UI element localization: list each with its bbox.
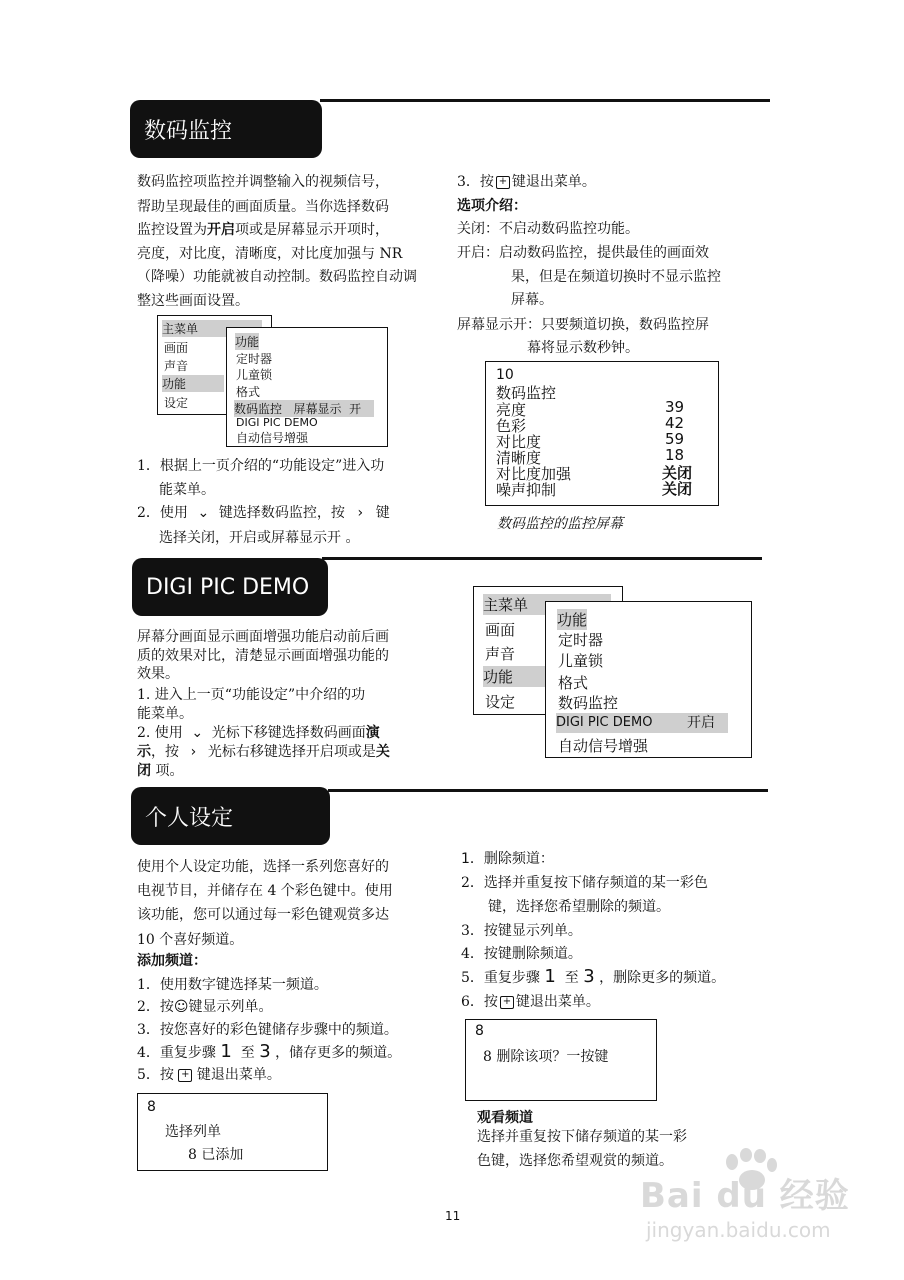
submenu-item-digi-pic-demo: DIGI PIC DEMO 开启: [556, 713, 728, 733]
s2-line: 1. 进入上一页“功能设定”中介绍的功: [137, 687, 366, 703]
screen-row-value: 关闭: [662, 464, 693, 482]
screen-title: 数码监控: [496, 384, 557, 402]
intro-line: 亮度，对比度，清晰度，对比度加强与 NR: [137, 246, 403, 262]
intro-line: 数码监控项监控并调整输入的视频信号，: [137, 174, 389, 190]
screen-row-value: 42: [665, 414, 685, 432]
s2-step2-c: 闭 项。: [137, 763, 184, 779]
screen-row-label: 亮度: [496, 401, 527, 419]
option-on: 开启：启动数码监控，提供最佳的画面效: [457, 245, 709, 261]
s3-intro-line: 10 个喜好频道。: [137, 932, 244, 948]
step-2-line-b: 选择关闭，开启或屏幕显示开 。: [159, 530, 360, 546]
menu-item-feature: 功能: [483, 666, 563, 687]
submenu-item-feature: 功能: [235, 335, 260, 349]
screen-row-label: 对比度加强: [496, 465, 572, 483]
option-off: 关闭：不启动数码监控功能。: [457, 221, 639, 237]
s2-step2-b: 示，按 › 光标右移键选择开启项或是关: [137, 744, 390, 760]
watermark-url: jingyan.baidu.com: [646, 1218, 831, 1242]
submenu-item-child-lock: 儿童锁: [558, 652, 604, 670]
menu-item-main: 主菜单: [483, 594, 611, 615]
submenu-item-format: 格式: [236, 385, 261, 399]
smiley-icon: ☺: [173, 999, 189, 1015]
screen-row-value: 关闭: [662, 480, 693, 498]
watch-channel-title: 观看频道: [477, 1110, 533, 1126]
step-1-line-a: 1．根据上一页介绍的“功能设定”进入功: [137, 458, 385, 474]
del-step-5: 5．重复步骤 1 至 3 ，删除更多的频道。: [461, 966, 726, 987]
intro-line: 整这些画面设置。: [137, 293, 249, 309]
submenu-item-auto-signal: 自动信号增强: [558, 737, 649, 755]
submenu-item-timer: 定时器: [558, 631, 604, 649]
screen-channel: 10: [496, 367, 514, 383]
add-step-5: 5．按 + 键退出菜单。: [137, 1067, 281, 1083]
screen-caption: 数码监控的监控屏幕: [497, 516, 623, 532]
screen-row-value: 59: [665, 430, 685, 448]
submenu-item-feature: 功能: [557, 611, 588, 629]
s2-line: 效果。: [137, 666, 179, 682]
menu-item-picture: 画面: [164, 341, 189, 355]
del-step-4: 4．按键删除频道。: [461, 946, 582, 962]
del-step-2a: 2．选择并重复按下储存频道的某一彩色: [461, 875, 708, 891]
screen-row-label: 噪声抑制: [496, 481, 557, 499]
submenu-item-digital-monitor: 数码监控 屏幕显示 开: [234, 400, 374, 417]
add-step-2: 2．按☺键显示列单。: [137, 999, 273, 1015]
chevron-right-icon: ›: [357, 505, 364, 521]
submenu-item-digi-pic-demo: DIGI PIC DEMO: [236, 416, 318, 429]
chevron-down-icon: ⌄: [191, 725, 204, 741]
intro-line: 监控设置为开启项或是屏幕显示开项时，: [137, 222, 389, 238]
page-number: 11: [445, 1209, 461, 1223]
intro-line: （降噪）功能就被自动控制。数码监控自动调: [137, 269, 417, 285]
section-rule-2: [322, 557, 762, 560]
section-title-personal: 个人设定: [131, 787, 330, 845]
intro-line: 帮助呈现最佳的画面质量。当你选择数码: [137, 199, 389, 215]
s3-intro-line: 该功能，您可以通过每一彩色键观赏多达: [137, 907, 389, 923]
option-osd: 屏幕显示开：只要频道切换，数码监控屏: [457, 317, 709, 333]
s3-intro-line: 电视节目，并储存在 4 个彩色键中。使用: [137, 883, 393, 899]
watermark-logo: [636, 1148, 896, 1248]
submenu-item-child-lock: 儿童锁: [236, 368, 273, 382]
screen-row-label: 色彩: [496, 417, 527, 435]
menu-button-icon: +: [178, 1069, 192, 1082]
option-on-line2: 果，但是在频道切换时不显示监控: [511, 269, 721, 285]
add-box-line1: 选择列单: [165, 1124, 221, 1140]
menu-item-sound: 声音: [485, 645, 516, 663]
menu-item-picture: 画面: [485, 621, 516, 639]
menu-item-feature: 功能: [162, 375, 224, 392]
del-step-2b: 键，选择您希望删除的频道。: [488, 899, 670, 915]
add-box-line2: 8 已添加: [188, 1147, 244, 1163]
screen-row-value: 39: [665, 398, 685, 416]
step-3-exit: 3．按 + 键退出菜单。: [457, 174, 596, 190]
chevron-right-icon: ›: [190, 744, 197, 760]
options-title: 选项介绍：: [457, 198, 527, 214]
section-rule-1: [320, 99, 770, 102]
section-title-digi-pic-demo: DIGI PIC DEMO: [132, 558, 328, 616]
screen-row-label: 清晰度: [496, 449, 542, 467]
s2-line: 质的效果对比，清楚显示画面增强功能的: [137, 648, 389, 664]
screen-row-value: 18: [665, 446, 685, 464]
add-step-1: 1．使用数字键选择某一频道。: [137, 977, 328, 993]
delete-box-line1: 8 删除该项？一按键: [483, 1049, 609, 1065]
submenu-item-auto-signal: 自动信号增强: [236, 431, 309, 445]
del-step-3: 3．按键显示列单。: [461, 923, 582, 939]
delete-channel-title: 1．删除频道：: [461, 851, 554, 867]
watch-line1: 选择并重复按下储存频道的某一彩: [477, 1129, 687, 1145]
delete-box-channel: 8: [475, 1023, 484, 1039]
watermark-brand: Bai du 经验: [640, 1176, 850, 1216]
add-step-4: 4．重复步骤 1 至 3 ，储存更多的频道。: [137, 1041, 402, 1062]
add-step-3: 3．按您喜好的彩色键储存步骤中的频道。: [137, 1022, 398, 1038]
menu-item-setup: 设定: [164, 396, 189, 410]
add-channel-title: 添加频道：: [137, 953, 207, 969]
menu-button-icon: +: [496, 176, 510, 189]
menu-item-sound: 声音: [164, 359, 189, 373]
del-step-6: 6．按 + 键退出菜单。: [461, 994, 600, 1010]
option-osd-line2: 幕将显示数秒钟。: [527, 340, 639, 356]
screen-row-label: 对比度: [496, 433, 542, 451]
s3-intro-line: 使用个人设定功能，选择一系列您喜好的: [137, 859, 389, 875]
submenu-item-digital-monitor: 数码监控: [558, 694, 619, 712]
add-box-channel: 8: [147, 1099, 156, 1115]
chevron-down-icon: ⌄: [197, 505, 210, 521]
step-2-line-a: 2．使用 ⌄ 键选择数码监控，按 › 键: [137, 505, 390, 521]
option-on-line3: 屏幕。: [511, 292, 553, 308]
watch-line2: 色键，选择您希望观赏的频道。: [477, 1153, 673, 1169]
menu-item-main: 主菜单: [162, 320, 262, 337]
submenu-item-timer: 定时器: [236, 352, 273, 366]
s2-line: 屏幕分画面显示画面增强功能启动前后画: [137, 629, 389, 645]
s2-line: 能菜单。: [137, 706, 193, 722]
menu-item-setup: 设定: [485, 693, 516, 711]
s2-step2-a: 2. 使用 ⌄ 光标下移键选择数码画面演: [137, 725, 380, 741]
submenu-item-format: 格式: [558, 674, 589, 692]
menu-button-icon: +: [500, 996, 514, 1009]
step-1-line-b: 能菜单。: [159, 482, 215, 498]
section-rule-3: [328, 789, 768, 792]
section-title-digital-monitor: 数码监控: [130, 100, 322, 158]
